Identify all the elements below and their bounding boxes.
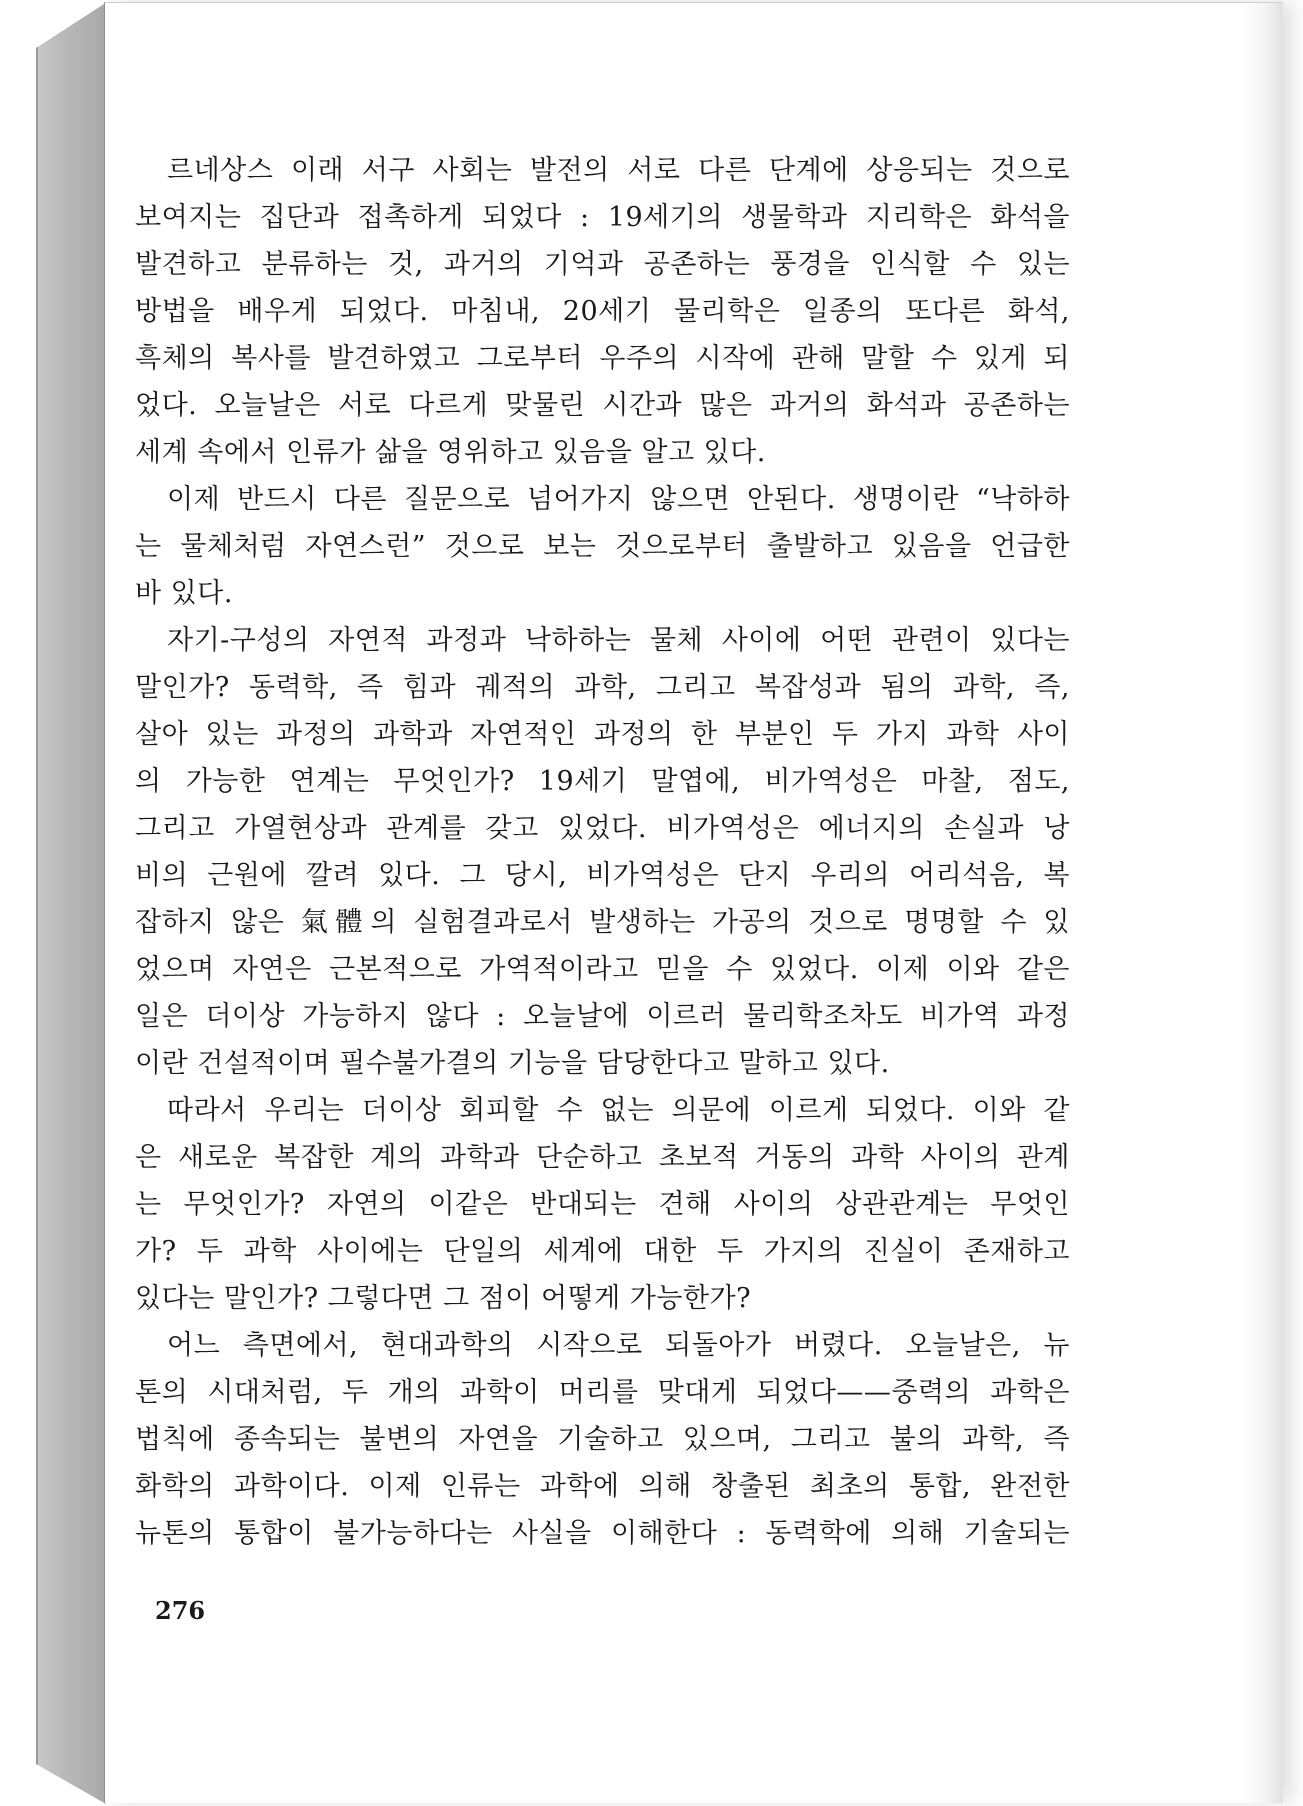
- text-line: 르네상스 이래 서구 사회는 발전의 서로 다른 단계에 상응되는 것으로: [167, 155, 1070, 186]
- text-line: 이제 반드시 다른 질문으로 넘어가지 않으면 안된다. 생명이란 “낙하하: [167, 484, 1070, 515]
- text-line: 방법을 배우게 되었다. 마침내, 20세기 물리학은 일종의 또다른 화석,: [135, 296, 1070, 327]
- text-line: 는 무엇인가? 자연의 이같은 반대되는 견해 사이의 상관관계는 무엇인: [135, 1189, 1070, 1220]
- text-line: 잡하지 않은 氣體의 실험결과로서 발생하는 가공의 것으로 명명할 수 있: [135, 907, 1070, 938]
- text-line: 발견하고 분류하는 것, 과거의 기억과 공존하는 풍경을 인식할 수 있는: [135, 249, 1070, 280]
- text-line: 따라서 우리는 더이상 회피할 수 없는 의문에 이르게 되었다. 이와 같: [167, 1095, 1070, 1126]
- text-line: 있다는 말인가? 그렇다면 그 점이 어떻게 가능한가?: [135, 1283, 752, 1314]
- text-line: 화학의 과학이다. 이제 인류는 과학에 의해 창출된 최초의 통합, 완전한: [135, 1471, 1070, 1502]
- text-line: 비의 근원에 깔려 있다. 그 당시, 비가역성은 단지 우리의 어리석음, 복: [135, 860, 1070, 891]
- page-right-shadow: [1243, 3, 1283, 1803]
- text-line: 가? 두 과학 사이에는 단일의 세계에 대한 두 가지의 진실이 존재하고: [135, 1236, 1070, 1267]
- text-line: 보여지는 집단과 접촉하게 되었다 : 19세기의 생물학과 지리학은 화석을: [135, 202, 1070, 233]
- text-line: 의 가능한 연계는 무엇인가? 19세기 말엽에, 비가역성은 마찰, 점도,: [135, 766, 1070, 797]
- text-line: 세계 속에서 인류가 삶을 영위하고 있음을 알고 있다.: [135, 437, 766, 468]
- text-line: 바 있다.: [135, 578, 233, 609]
- text-line: 은 새로운 복잡한 계의 과학과 단순하고 초보적 거동의 과학 사이의 관계: [135, 1142, 1070, 1173]
- text-line: 말인가? 동력학, 즉 힘과 궤적의 과학, 그리고 복잡성과 됨의 과학, 즉,: [135, 672, 1070, 703]
- text-line: 었으며 자연은 근본적으로 가역적이라고 믿을 수 있었다. 이제 이와 같은: [135, 954, 1070, 985]
- page-number: 276: [155, 1596, 206, 1625]
- text-line: 살아 있는 과정의 과학과 자연적인 과정의 한 부분인 두 가지 과학 사이: [135, 719, 1070, 750]
- text-line: 었다. 오늘날은 서로 다르게 맞물린 시간과 많은 과거의 화석과 공존하는: [135, 390, 1070, 421]
- text-line: 그리고 가열현상과 관계를 갖고 있었다. 비가역성은 에너지의 손실과 낭: [135, 813, 1070, 844]
- text-line: 뉴톤의 통합이 불가능하다는 사실을 이해한다 : 동력학에 의해 기술되는: [135, 1518, 1070, 1549]
- text-line: 는 물체처럼 자연스런” 것으로 보는 것으로부터 출발하고 있음을 언급한: [135, 531, 1070, 562]
- text-line: 흑체의 복사를 발견하였고 그로부터 우주의 시작에 관해 말할 수 있게 되: [135, 343, 1070, 374]
- text-line: 이란 건설적이며 필수불가결의 기능을 담당한다고 말하고 있다.: [135, 1048, 890, 1079]
- body-text: [135, 147, 1070, 1557]
- book-spine-edge: [36, 4, 108, 1804]
- text-line: 법칙에 종속되는 불변의 자연을 기술하고 있으며, 그리고 불의 과학, 즉: [135, 1424, 1070, 1455]
- text-line: 톤의 시대처럼, 두 개의 과학이 머리를 맞대게 되었다——중력의 과학은: [135, 1377, 1070, 1408]
- text-line: 어느 측면에서, 현대과학의 시작으로 되돌아가 버렸다. 오늘날은, 뉴: [167, 1330, 1070, 1361]
- text-line: 자기-구성의 자연적 과정과 낙하하는 물체 사이에 어떤 관련이 있다는: [167, 625, 1070, 656]
- text-line: 일은 더이상 가능하지 않다 : 오늘날에 이르러 물리학조차도 비가역 과정: [135, 1001, 1070, 1032]
